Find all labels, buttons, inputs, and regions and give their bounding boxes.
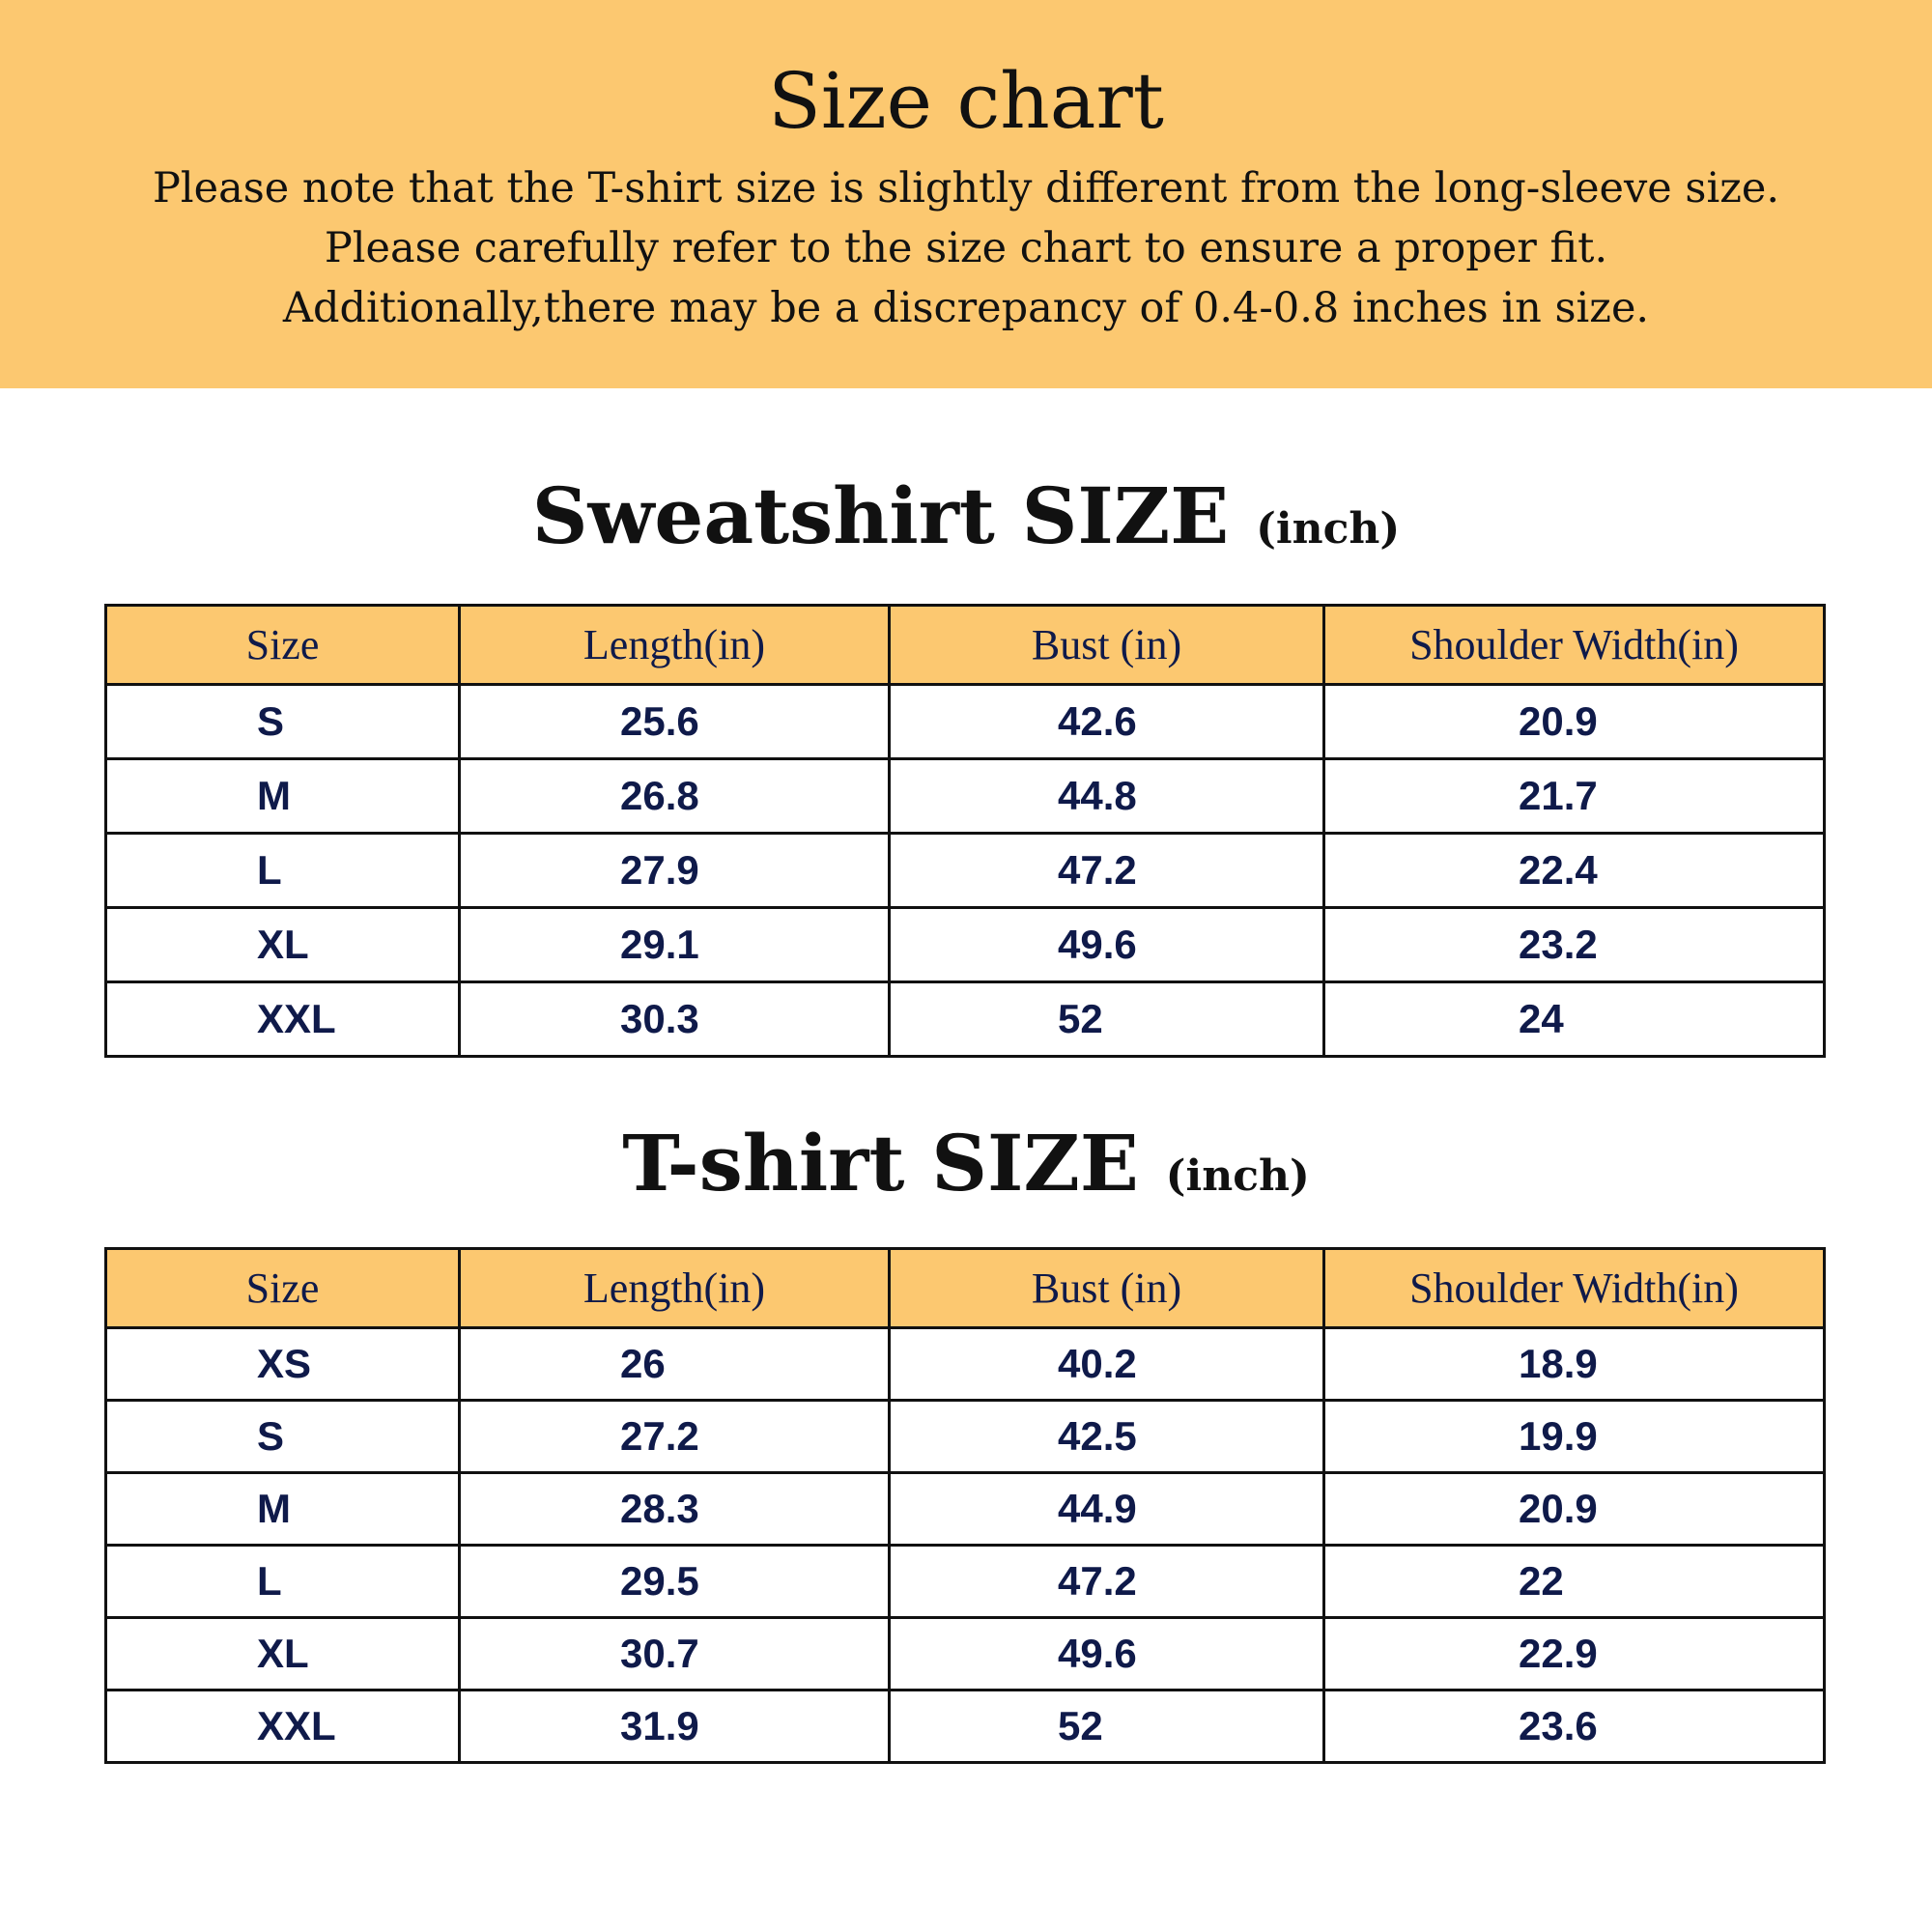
- table-row: [106, 685, 1825, 759]
- table-header-row: [106, 1249, 1825, 1328]
- tshirt-title: [0, 1118, 1932, 1208]
- table-cell: 22.9: [1324, 1618, 1825, 1690]
- table-cell: L: [106, 834, 460, 908]
- table-cell: 30.7: [460, 1618, 890, 1690]
- table-row: [106, 1690, 1825, 1763]
- table-row: [106, 982, 1825, 1057]
- table-cell: 22: [1324, 1546, 1825, 1618]
- table-cell: 52: [890, 982, 1324, 1057]
- table-cell: 47.2: [890, 834, 1324, 908]
- table-row: [106, 908, 1825, 982]
- table-cell: 26: [460, 1328, 890, 1401]
- table-cell: 49.6: [890, 908, 1324, 982]
- column-header: Size: [106, 606, 460, 685]
- table-row: [106, 1401, 1825, 1473]
- column-header: Size: [106, 1249, 460, 1328]
- table-row: [106, 1473, 1825, 1546]
- table-cell: 25.6: [460, 685, 890, 759]
- table-header-row: [106, 606, 1825, 685]
- table-cell: 27.9: [460, 834, 890, 908]
- table-row: [106, 759, 1825, 834]
- column-header: Bust (in): [890, 1249, 1324, 1328]
- table-cell: 22.4: [1324, 834, 1825, 908]
- sweatshirt-title-text: Sweatshirt SIZE: [531, 470, 1230, 561]
- column-header: Shoulder Width(in): [1324, 606, 1825, 685]
- column-header: Length(in): [460, 606, 890, 685]
- table-cell: 21.7: [1324, 759, 1825, 834]
- table-cell: 31.9: [460, 1690, 890, 1763]
- table-row: [106, 834, 1825, 908]
- page-title: Size chart: [768, 56, 1164, 146]
- table-cell: 29.1: [460, 908, 890, 982]
- table-cell: 47.2: [890, 1546, 1324, 1618]
- table-cell: 52: [890, 1690, 1324, 1763]
- column-header: Bust (in): [890, 606, 1324, 685]
- table-cell: 23.6: [1324, 1690, 1825, 1763]
- sweatshirt-unit: (inch): [1256, 504, 1401, 554]
- table-cell: 19.9: [1324, 1401, 1825, 1473]
- table-cell: XXL: [106, 982, 460, 1057]
- table-cell: 42.6: [890, 685, 1324, 759]
- table-cell: 18.9: [1324, 1328, 1825, 1401]
- table-cell: 20.9: [1324, 1473, 1825, 1546]
- table-cell: 23.2: [1324, 908, 1825, 982]
- table-cell: M: [106, 759, 460, 834]
- table-cell: 26.8: [460, 759, 890, 834]
- table-cell: 20.9: [1324, 685, 1825, 759]
- table-cell: 42.5: [890, 1401, 1324, 1473]
- table-cell: 29.5: [460, 1546, 890, 1618]
- tshirt-title-text: T-shirt SIZE: [622, 1118, 1139, 1208]
- table-cell: XL: [106, 1618, 460, 1690]
- tshirt-size-table: [104, 1247, 1826, 1764]
- table-cell: M: [106, 1473, 460, 1546]
- column-header: Length(in): [460, 1249, 890, 1328]
- sweatshirt-size-table: [104, 604, 1826, 1058]
- table-row: [106, 1546, 1825, 1618]
- table-cell: 27.2: [460, 1401, 890, 1473]
- table-cell: 28.3: [460, 1473, 890, 1546]
- table-cell: XS: [106, 1328, 460, 1401]
- table-cell: L: [106, 1546, 460, 1618]
- table-row: [106, 1328, 1825, 1401]
- table-cell: S: [106, 1401, 460, 1473]
- table-cell: 44.9: [890, 1473, 1324, 1546]
- column-header: Shoulder Width(in): [1324, 1249, 1825, 1328]
- table-cell: 30.3: [460, 982, 890, 1057]
- table-cell: 49.6: [890, 1618, 1324, 1690]
- note-line-3: Additionally,there may be a discrepancy of 0.4-0.8 inches in size.: [282, 284, 1650, 332]
- tshirt-unit: (inch): [1165, 1151, 1310, 1201]
- table-cell: S: [106, 685, 460, 759]
- table-cell: XL: [106, 908, 460, 982]
- header-banner: [0, 0, 1932, 388]
- note-line-2: Please carefully refer to the size chart to ensure a proper fit.: [324, 224, 1608, 272]
- table-cell: 40.2: [890, 1328, 1324, 1401]
- table-cell: XXL: [106, 1690, 460, 1763]
- table-row: [106, 1618, 1825, 1690]
- table-cell: 24: [1324, 982, 1825, 1057]
- table-cell: 44.8: [890, 759, 1324, 834]
- sweatshirt-title: [0, 470, 1932, 561]
- note-line-1: Please note that the T-shirt size is slightly different from the long-sleeve size.: [152, 164, 1780, 213]
